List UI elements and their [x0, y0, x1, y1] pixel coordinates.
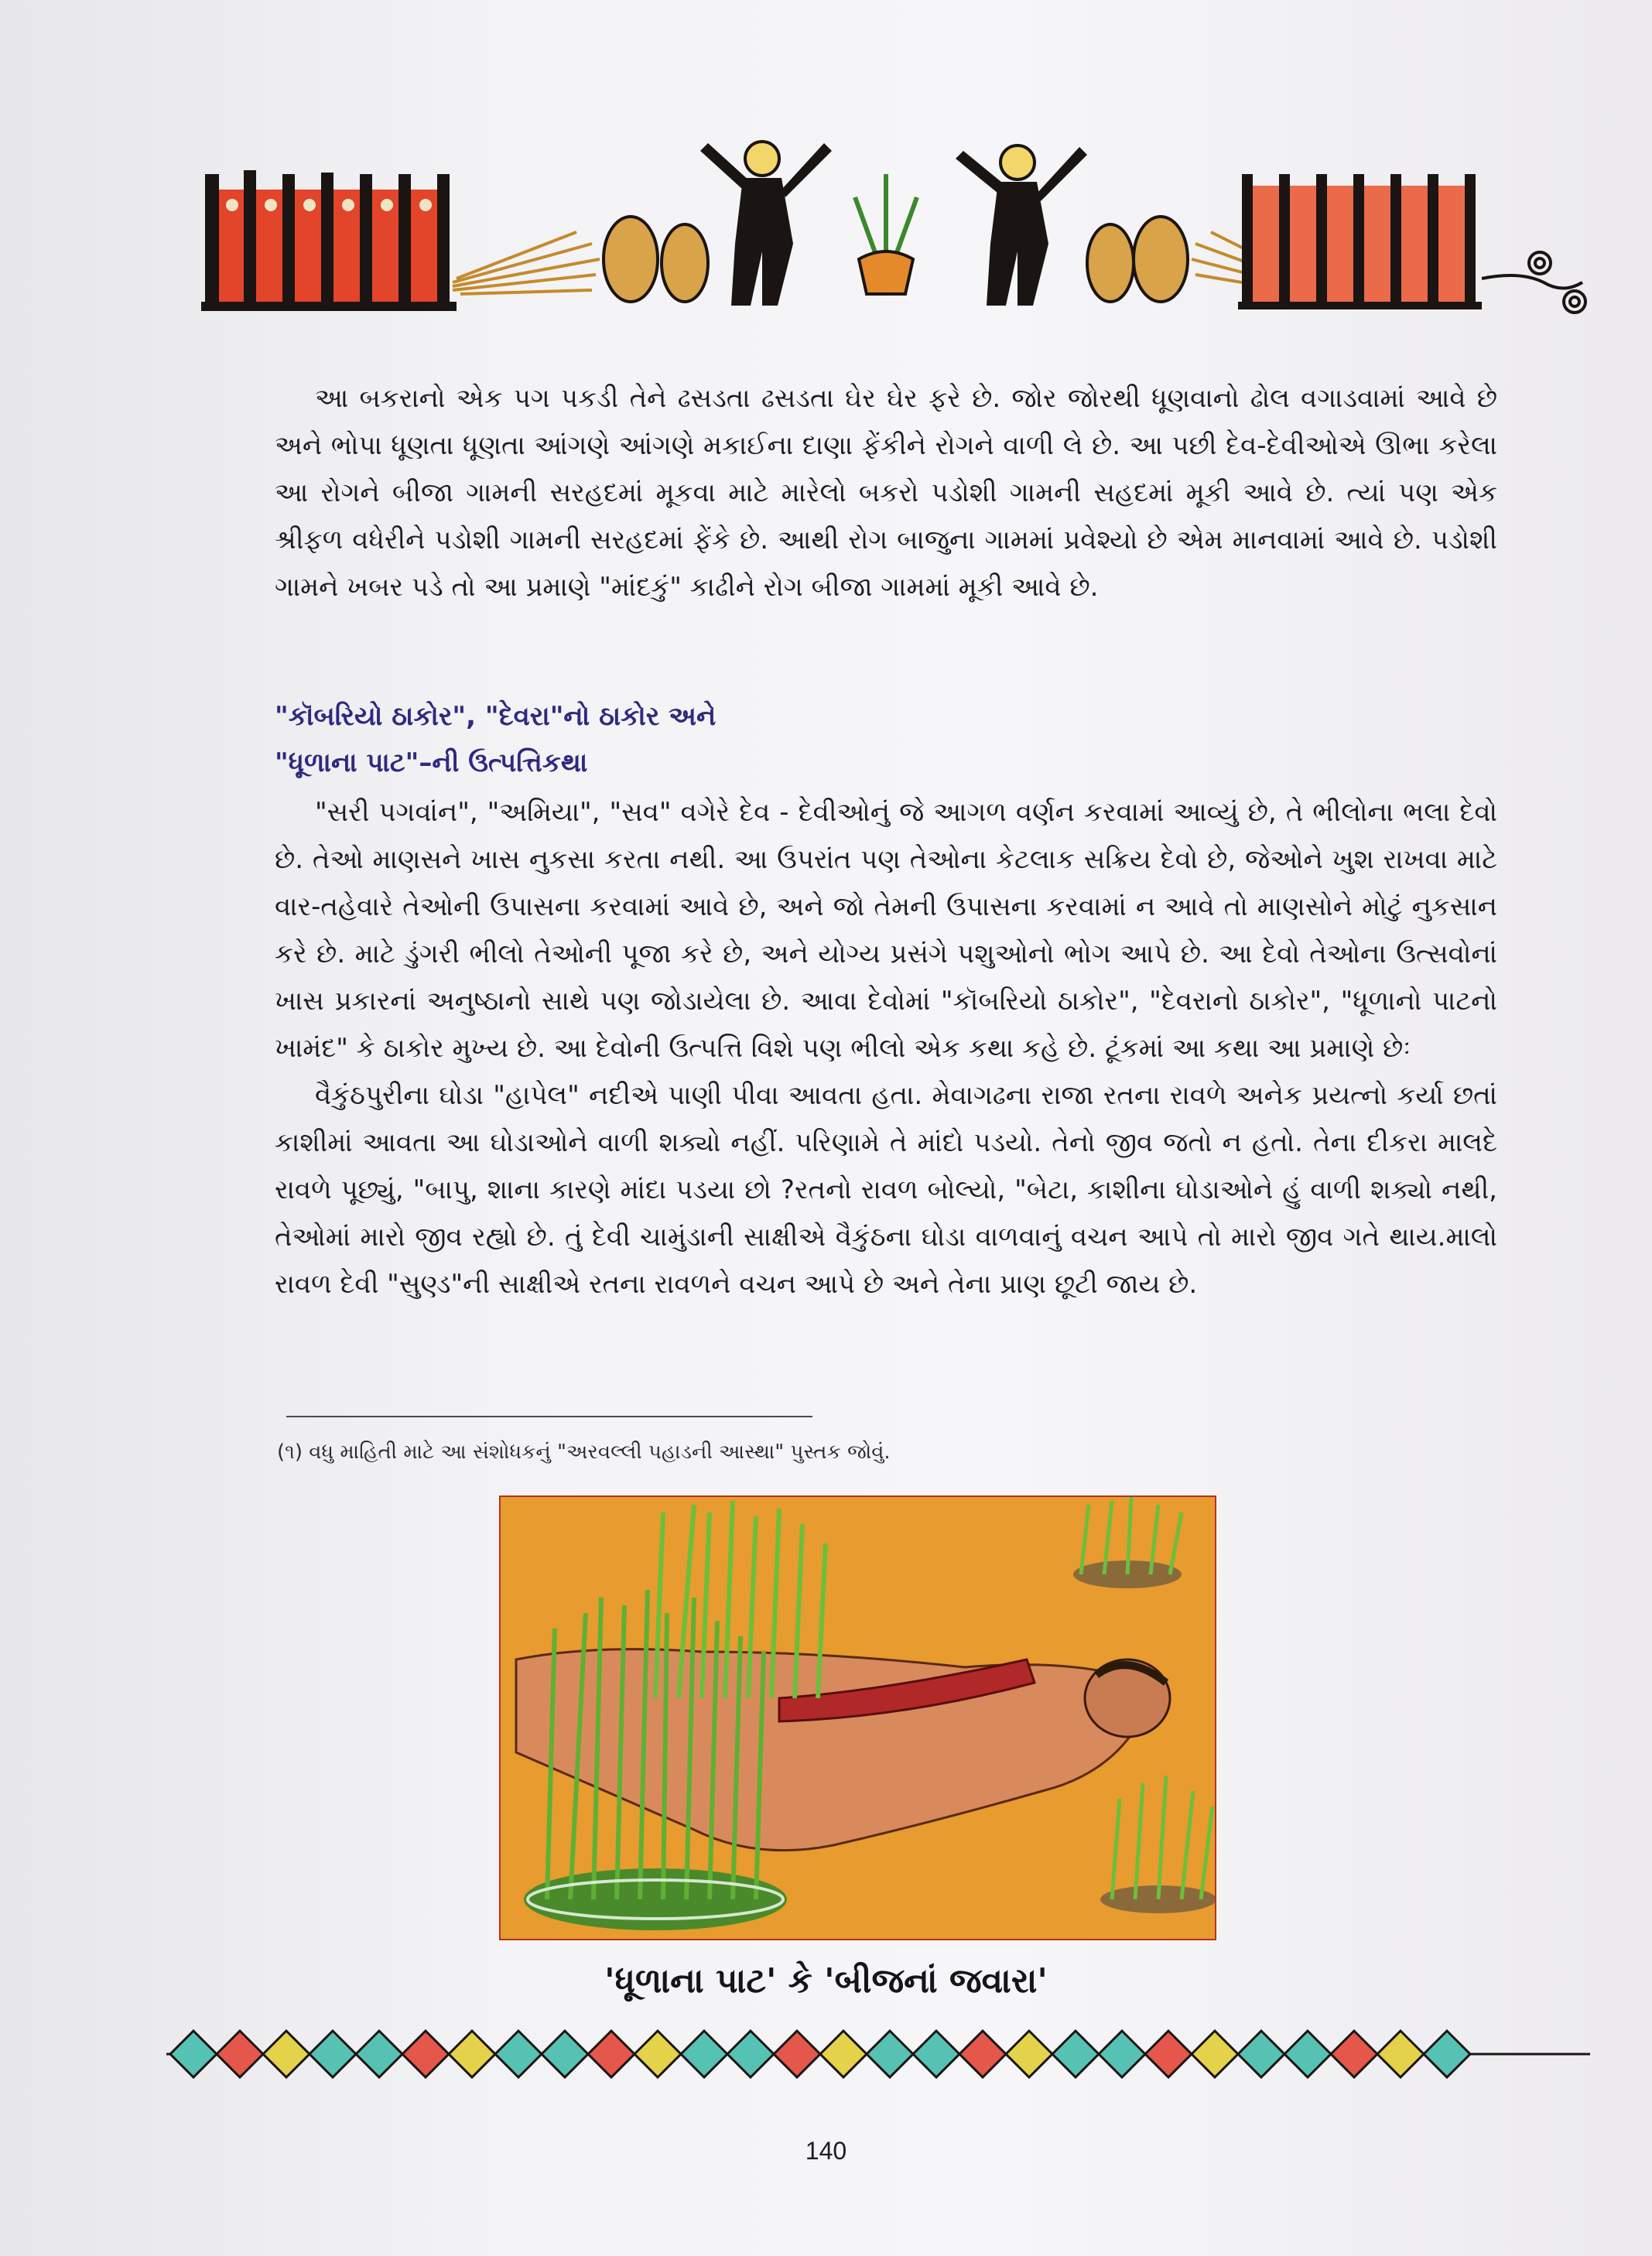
- spiral-ornament: [1482, 252, 1585, 313]
- illustration-drawing: [501, 1497, 1216, 1940]
- decorative-diamond-border: [166, 2027, 1590, 2081]
- paragraph-text: "સરી પગવાંન", "અમિયા", "સવ" વગેરે દેવ - દેવીઓનું જે આગળ વર્ણન કરવામાં આવ્યું છે, તે ભીલોના ભલા દેવો છે. તેઓ માણસને ખાસ નુકસા કરતા નથી. આ ઉપરાંત પણ તેઓના કેટલાક સક્રિય દેવો છે, જેઓને ખુશ રાખવા માટે વાર-તહેવારે તેઓની ઉપાસના કરવામાં આવે છે, અને જો તેમની ઉપાસના કરવામાં ન આવે તો માણસોને મોટું નુકસાન કરે છે. માટે ડુંગરી ભીલો તેઓની પૂજા કરે છે, અને યોગ્ય પ્રસંગે પશુઓનો ભોગ આપે છે. આ દેવો તેઓના ઉત્સવોનાં ખાસ પ્રકારનાં અનુષ્ઠાનો સાથે પણ જોડાયેલા છે. આવા દેવોમાં "કૉબરિયો ઠાકોર", "દેવરાનો ઠાકોર", "ધૂળાનો પાટનો ખામંદ" કે ઠાકોર મુખ્ય છે. આ દેવોની ઉત્પત્તિ વિશે પણ ભીલો એક કથા કહે છે. ટૂંકમાં આ કથા આ પ્રમાણે છેઃ: [275, 797, 1497, 1064]
- footnote: (૧) વધુ માહિતી માટે આ સંશોધકનું "અરવલ્લી પહાડની આસ્થા" પુસ્તક જોવું.: [277, 1441, 891, 1464]
- page-number: 140: [805, 2137, 847, 2165]
- birds-right: [1087, 217, 1188, 302]
- illustration-grass-baskets: [499, 1495, 1216, 1940]
- footnote-divider: [286, 1416, 812, 1417]
- paragraph-text: વૈકુંઠપુરીના ઘોડા "હાપેલ" નદીએ પાણી પીવા આવતા હતા. મેવાગઢના રાજા રતના રાવળે અનેક પ્રયત્નો કર્યા છતાં કાશીમાં આવતા આ ઘોડાઓને વાળી શક્યો નહીં. પરિણામે તે માંદો પડયો. તેનો જીવ જતો ન હતો. તેના દીકરા માલદે રાવળે પૂછ્યું, "બાપુ, શાના કારણે માંદા પડયા છો ?રતનો રાવળ બોલ્યો, "બેટા, કાશીના ઘોડાઓને હું વાળી શક્યો નથી, તેઓમાં મારો જીવ રહ્યો છે. તું દેવી ચામુંડાની સાક્ષીએ વૈકુંઠના ઘોડા વાળવાનું વચન આપે તો મારો જીવ ગતે થાય.માલો રાવળ દેવી "સુણ્ડ"ની સાક્ષીએ રતના રાવળને વચન આપે છે અને તેના પ્રાણ છૂટી જાય છે.: [275, 1080, 1497, 1300]
- right-red-figures: [1238, 174, 1482, 309]
- dancer-figure-left: [700, 142, 832, 306]
- dancer-figure-right: [956, 145, 1087, 306]
- folk-art-banner: [190, 128, 1598, 337]
- birds-left: [604, 217, 708, 302]
- section-heading-line-1: "કૉબરિયો ઠાકોર", "દેવરા"નો ઠાકોર અને: [275, 701, 717, 732]
- illustration-caption: 'ધૂળાના પાટ' કે 'બીજનાં જવારા': [604, 1961, 1048, 2001]
- intro-paragraph: [275, 375, 1497, 611]
- left-red-figures: [201, 170, 457, 311]
- section-heading-line-2: "ધૂળાના પાટ"–ની ઉત્પત્તિકથા: [275, 747, 588, 778]
- paragraph-text: આ બકરાનો એક પગ પકડી તેને ઢસડતા ઢસડતા ઘેર ઘેર ફરે છે. જોર જોરથી ધૂણવાનો ઢોલ વગાડવામાં આવે છે અને ભોપા ધૂણતા ધૂણતા આંગણે આંગણે મકાઈના દાણા ફેંકીને રોગને વાળી લે છે. આ પછી દેવ-દેવીઓએ ઊભા કરેલા આ રોગને બીજા ગામની સરહદમાં મૂકવા માટે મારેલો બકરો પડોશી ગામની સહદમાં મૂકી આવે છે. ત્યાં પણ એક શ્રીફળ વધેરીને પડોશી ગામની સરહદમાં ફેંકે છે. આથી રોગ બાજુના ગામમાં પ્રવેશ્યો છે એમ માનવામાં આવે છે. પડોશી ગામને ખબર પડે તો આ પ્રમાણે "માંદકું" કાઢીને રોગ બીજા ગામમાં મૂકી આવે છે.: [275, 383, 1497, 603]
- pot-with-plants: [855, 174, 917, 294]
- story-body: [275, 789, 1497, 1308]
- grain-sheaves-left: [453, 232, 600, 294]
